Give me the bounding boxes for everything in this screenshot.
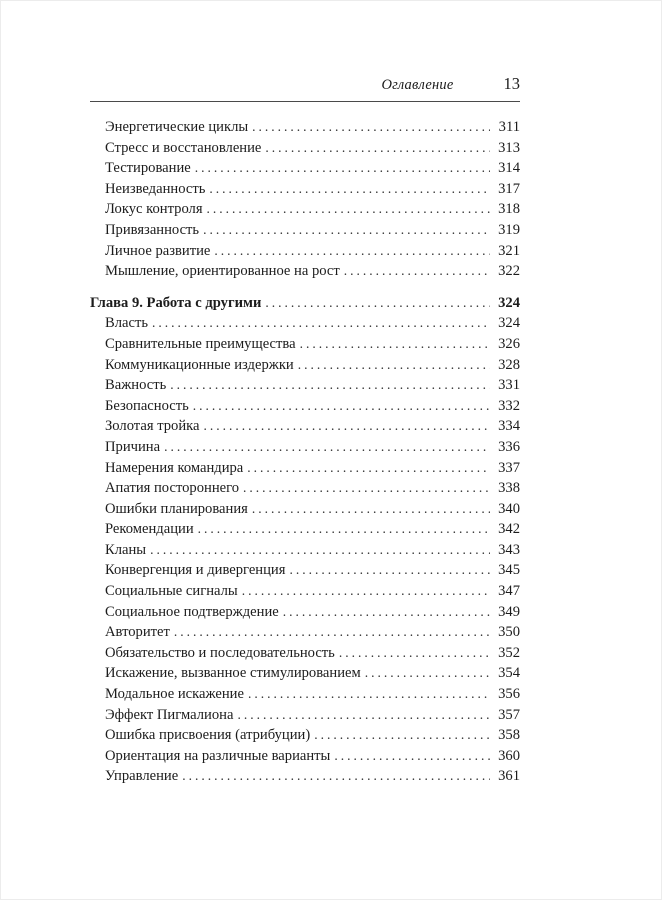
toc-entry-row <box>90 519 520 540</box>
toc-entry-label: Управление <box>105 768 179 785</box>
toc-entry-label: Локус контроля <box>105 201 203 218</box>
toc-entry-page: 328 <box>498 356 520 373</box>
toc-entry-label: Искажение, вызванное стимулированием <box>105 665 361 682</box>
toc-entry-label: Безопасность <box>105 397 189 414</box>
toc-entry-page: 324 <box>498 315 520 332</box>
dot-leader <box>237 705 490 726</box>
dot-leader <box>252 117 490 138</box>
toc-entry-page: 331 <box>498 377 520 394</box>
page-header <box>90 74 520 102</box>
toc-entry-page: 343 <box>498 541 520 558</box>
toc-entry-label: Тестирование <box>105 160 191 177</box>
toc-entry-label: Личное развитие <box>105 242 211 259</box>
toc-entry-row <box>90 355 520 376</box>
toc-entry-label: Неизведанность <box>105 180 206 197</box>
dot-leader <box>243 478 490 499</box>
toc-entry-page: 317 <box>498 180 520 197</box>
toc-entry-label: Авторитет <box>105 624 170 641</box>
toc-entry-page: 334 <box>498 418 520 435</box>
dot-leader <box>150 540 490 561</box>
dot-leader <box>300 334 490 355</box>
dot-leader <box>289 560 490 581</box>
dot-leader <box>198 519 490 540</box>
toc-entry-label: Кланы <box>105 541 147 558</box>
toc-entry-label: Причина <box>105 438 161 455</box>
toc-entry-page: 358 <box>498 727 520 744</box>
toc-entry-label: Власть <box>105 315 149 332</box>
toc-entry-page: 340 <box>498 500 520 517</box>
toc-entry-label: Ошибки планирования <box>105 500 248 517</box>
toc-entry-row <box>90 375 520 396</box>
toc-entry-page: 347 <box>498 583 520 600</box>
toc-entry-row <box>90 199 520 220</box>
toc-entry-label: Стресс и восстановление <box>105 139 262 156</box>
toc-entry-page: 337 <box>498 459 520 476</box>
toc-entry-label: Эффект Пигмалиона <box>105 706 234 723</box>
toc-entry-row <box>90 663 520 684</box>
toc-entry-row <box>90 313 520 334</box>
toc-entry-page: 342 <box>498 521 520 538</box>
toc-entry-row <box>90 499 520 520</box>
toc-chapter-row <box>90 293 520 314</box>
toc-entry-row <box>90 643 520 664</box>
toc-entry-row <box>90 396 520 417</box>
toc-entry-row <box>90 746 520 767</box>
dot-leader <box>209 179 490 200</box>
toc-entry-row <box>90 725 520 746</box>
toc-entry-page: 336 <box>498 438 520 455</box>
toc-entry-label: Ошибка присвоения (атрибуции) <box>105 727 311 744</box>
dot-leader <box>203 220 490 241</box>
toc-entry-label: Сравнительные преимущества <box>105 335 296 352</box>
toc-entry-row <box>90 622 520 643</box>
dot-leader <box>334 746 490 767</box>
toc-entry-label: Модальное искажение <box>105 686 244 703</box>
toc-entry-row <box>90 261 520 282</box>
dot-leader <box>265 138 490 159</box>
toc-entry-page: 352 <box>498 644 520 661</box>
toc-entry-row <box>90 458 520 479</box>
toc-entry-row <box>90 117 520 138</box>
toc-entry-page: 321 <box>498 242 520 259</box>
toc-entry-row <box>90 241 520 262</box>
dot-leader <box>252 499 490 520</box>
toc-entry-page: 313 <box>498 139 520 156</box>
dot-leader <box>265 293 490 314</box>
toc-entry-page: 326 <box>498 335 520 352</box>
dot-leader <box>164 437 490 458</box>
toc-entry-label: Апатия постороннего <box>105 480 240 497</box>
toc-entry-page: 322 <box>498 263 520 280</box>
toc-entry-page: 345 <box>498 562 520 579</box>
toc-entry-page: 314 <box>498 160 520 177</box>
toc-entry-label: Коммуникационные издержки <box>105 356 294 373</box>
toc-entry-label: Важность <box>105 377 167 394</box>
dot-leader <box>248 684 490 705</box>
running-title: Оглавление <box>381 77 454 93</box>
toc-entry-row <box>90 138 520 159</box>
dot-leader <box>174 622 490 643</box>
dot-leader <box>339 643 490 664</box>
toc-entry-label: Энергетические циклы <box>105 119 249 135</box>
toc-entry-page: 349 <box>498 603 520 620</box>
dot-leader <box>344 261 490 282</box>
dot-leader <box>195 158 490 179</box>
page-content <box>90 74 520 787</box>
dot-leader <box>207 199 490 220</box>
toc-entry-page: 356 <box>498 686 520 703</box>
toc-entry-page: 332 <box>498 397 520 414</box>
toc-entry-label: Золотая тройка <box>105 418 200 435</box>
toc-entry-row <box>90 220 520 241</box>
dot-leader <box>214 241 490 262</box>
toc-entry-label: Социальные сигналы <box>105 583 238 600</box>
dot-leader <box>204 416 490 437</box>
toc-entry-page: 350 <box>498 624 520 641</box>
dot-leader <box>182 766 490 787</box>
dot-leader <box>242 581 490 602</box>
toc-entry-page: 324 <box>498 294 520 311</box>
toc-entry-label: Социальное подтверждение <box>105 603 279 620</box>
toc-entry-row <box>90 179 520 200</box>
dot-leader <box>314 725 490 746</box>
toc-entry-row <box>90 158 520 179</box>
toc-entry-row <box>90 478 520 499</box>
toc-entry-row <box>90 416 520 437</box>
toc-entry-label: Мышление, ориентированное на рост <box>105 263 340 280</box>
toc-entry-label: Глава 9. Работа с другими <box>90 294 262 311</box>
dot-leader <box>298 355 490 376</box>
toc-entry-row <box>90 766 520 787</box>
toc-entry-page: 318 <box>498 201 520 218</box>
toc-entry-label: Намерения командира <box>105 459 244 476</box>
toc-entry-label: Конвергенция и дивергенция <box>105 562 286 579</box>
dot-leader <box>152 313 490 334</box>
toc-entry-row <box>90 437 520 458</box>
table-of-contents <box>90 117 520 787</box>
toc-entry-row <box>90 560 520 581</box>
dot-leader <box>193 396 490 417</box>
toc-entry-page: 338 <box>498 480 520 497</box>
toc-entry-page: 357 <box>498 706 520 723</box>
dot-leader <box>247 458 490 479</box>
toc-entry-row <box>90 334 520 355</box>
dot-leader <box>365 663 490 684</box>
toc-entry-label: Ориентация на различные варианты <box>105 747 331 764</box>
toc-entry-page: 319 <box>498 221 520 238</box>
toc-entry-row <box>90 581 520 602</box>
toc-entry-page: 361 <box>498 768 520 785</box>
toc-entry-row <box>90 684 520 705</box>
toc-entry-label: Привязанность <box>105 221 200 238</box>
toc-entry-page: 354 <box>498 665 520 682</box>
dot-leader <box>283 602 490 623</box>
toc-entry-label: Обязательство и последовательность <box>105 644 335 661</box>
toc-entry-row <box>90 540 520 561</box>
toc-entry-row <box>90 705 520 726</box>
toc-entry-page: 360 <box>498 747 520 764</box>
dot-leader <box>170 375 490 396</box>
toc-entry-row <box>90 602 520 623</box>
page-number: 13 <box>503 74 520 93</box>
toc-entry-label: Рекомендации <box>105 521 194 538</box>
toc-entry-page: 311 <box>498 119 520 135</box>
